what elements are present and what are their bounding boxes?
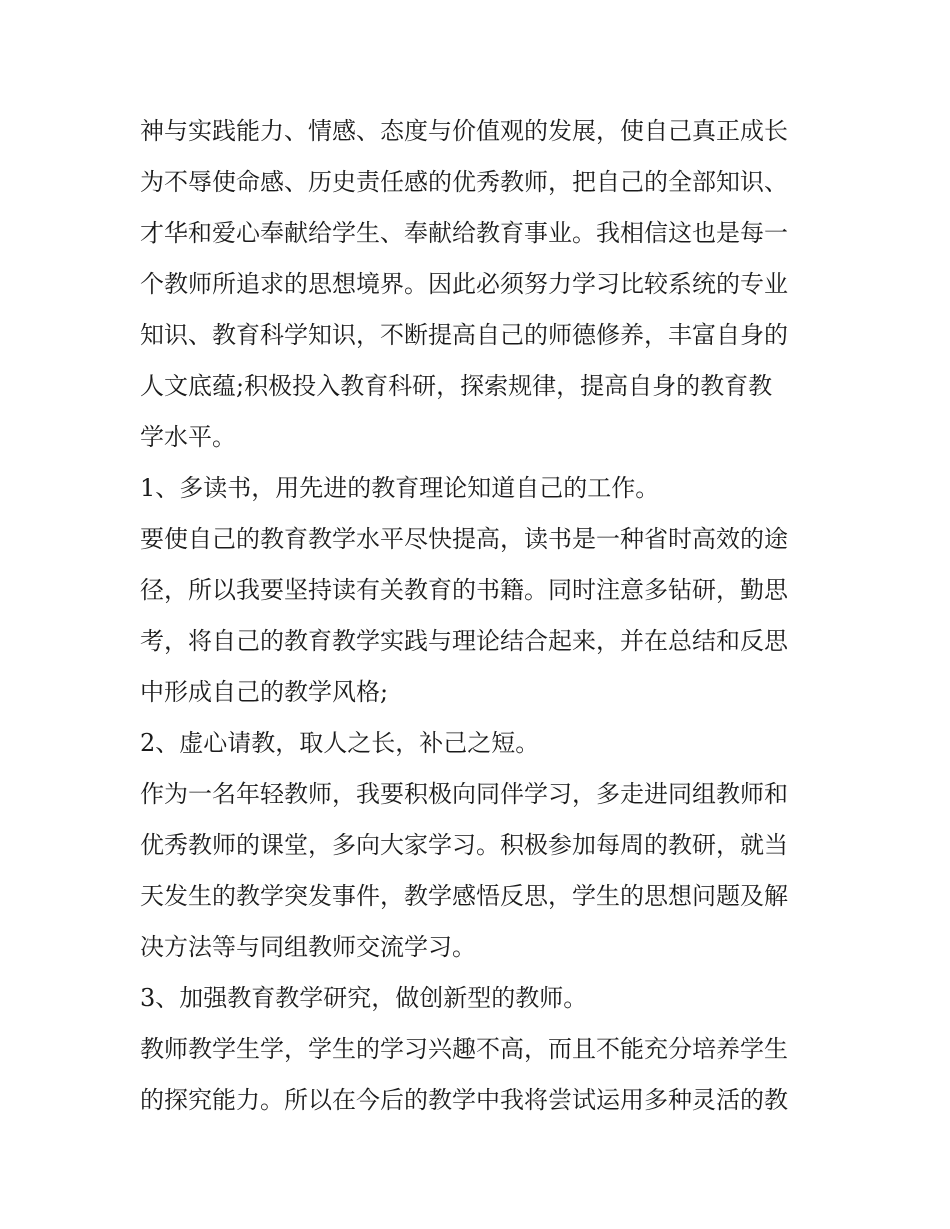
paragraph-line: 教师教学生学，学生的学习兴趣不高，而且不能充分培养学生 — [140, 1035, 788, 1063]
paragraph-line: 中形成自己的教学风格; — [140, 678, 389, 706]
document-body — [140, 106, 820, 1126]
paragraph-line: 为不辱使命感、历史责任感的优秀教师，把自己的全部知识、 — [140, 168, 788, 196]
paragraph-line: 考，将自己的教育教学实践与理论结合起来，并在总结和反思 — [140, 627, 788, 655]
paragraph-line: 才华和爱心奉献给学生、奉献给教育事业。我相信这也是每一 — [140, 219, 788, 247]
paragraph-line: 学水平。 — [140, 423, 236, 451]
paragraph-line: 要使自己的教育教学水平尽快提高，读书是一种省时高效的途 — [140, 525, 788, 553]
paragraph-line: 径，所以我要坚持读有关教育的书籍。同时注意多钻研，勤思 — [140, 576, 788, 604]
paragraph-line: 神与实践能力、情感、态度与价值观的发展，使自己真正成长 — [140, 117, 788, 145]
paragraph-line: 知识、教育科学知识，不断提高自己的师德修养，丰富自身的 — [140, 321, 788, 349]
paragraph-line: 的探究能力。所以在今后的教学中我将尝试运用多种灵活的教 — [140, 1086, 788, 1114]
paragraph-line: 天发生的教学突发事件，教学感悟反思，学生的思想问题及解 — [140, 882, 788, 910]
paragraph-line: 作为一名年轻教师，我要积极向同伴学习，多走进同组教师和 — [140, 780, 788, 808]
paragraph-line: 个教师所追求的思想境界。因此必须努力学习比较系统的专业 — [140, 270, 788, 298]
paragraph-line: 决方法等与同组教师交流学习。 — [140, 933, 476, 961]
section-heading-3: 3、加强教育教学研究，做创新型的教师。 — [140, 984, 588, 1012]
section-heading-2: 2、虚心请教，取人之长，补己之短。 — [140, 729, 540, 757]
section-heading-1: 1、多读书，用先进的教育理论知道自己的工作。 — [140, 474, 660, 502]
paragraph-line: 人文底蕴;积极投入教育科研，探索规律，提高自身的教育教 — [140, 372, 773, 400]
paragraph-line: 优秀教师的课堂，多向大家学习。积极参加每周的教研，就当 — [140, 831, 788, 859]
